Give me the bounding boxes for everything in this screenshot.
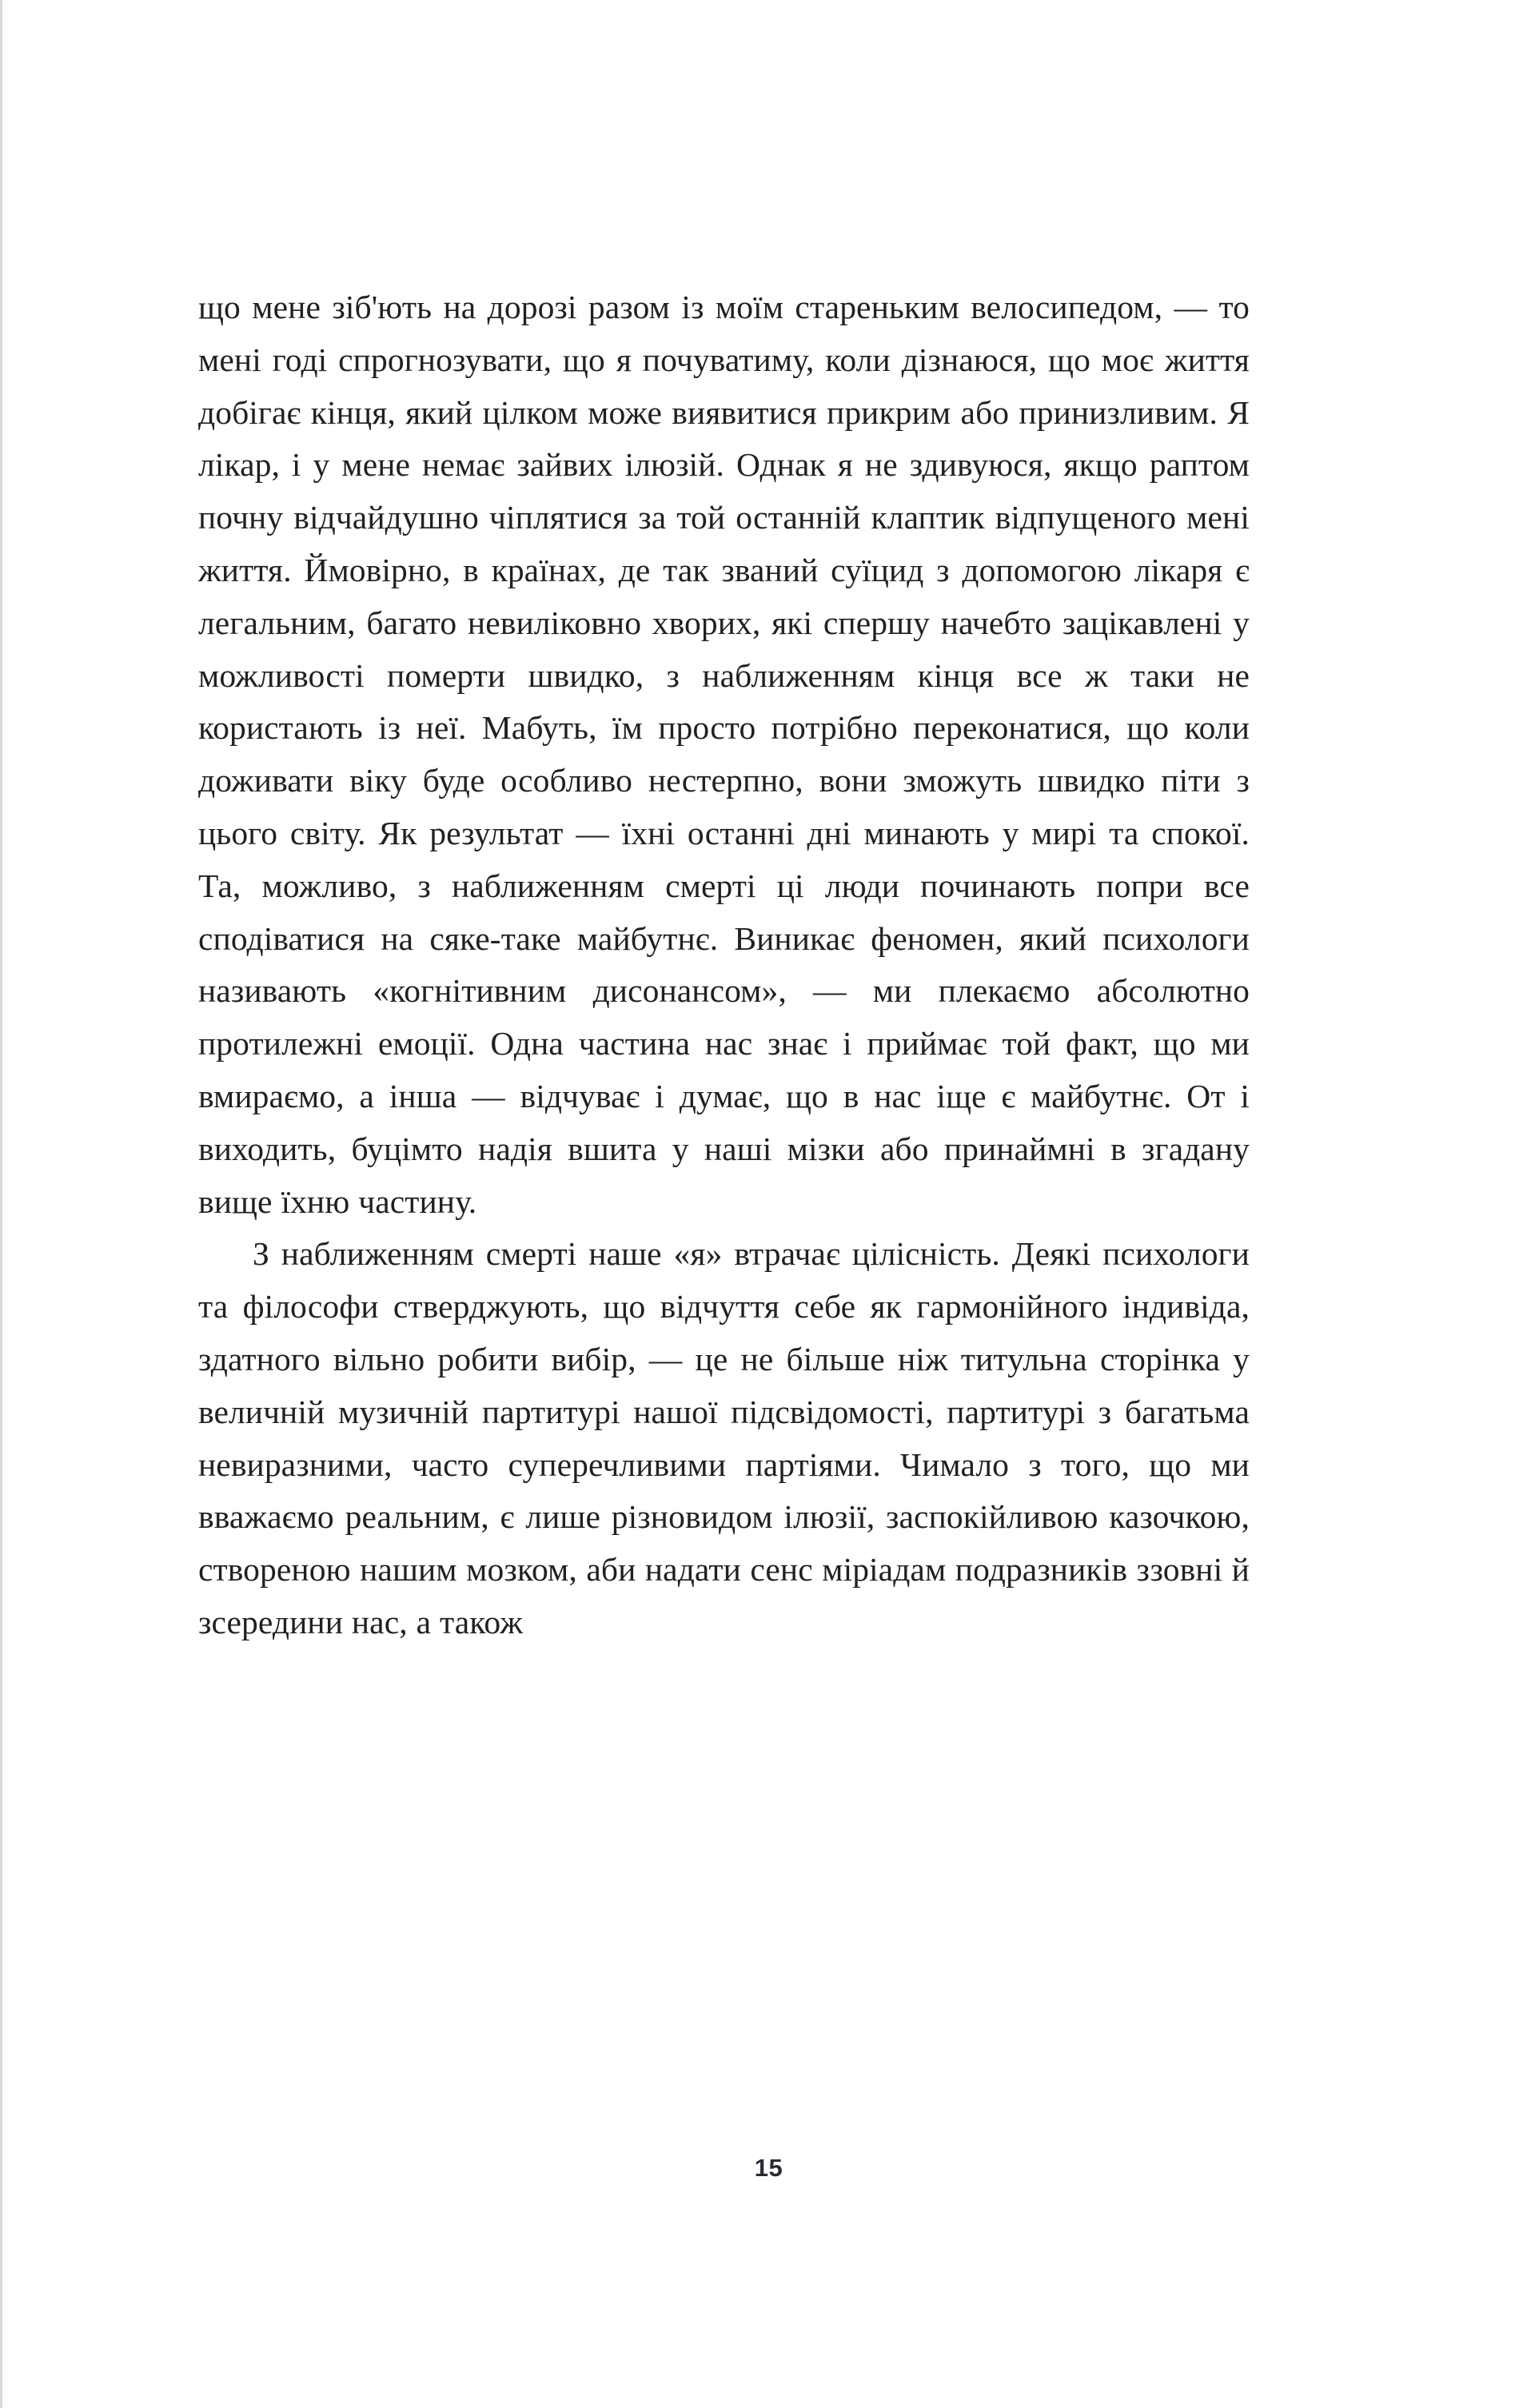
paragraph-1: що мене зіб'ють на дорозі разом із моїм стареньким велосипедом, — то мені годі спрогнозувати, що я почуватиму, коли дізнаюся, що моє життя добігає кінця, який цілком може виявитися прикрим або принизливим. Я лікар, і у мене немає зайвих ілюзій. Однак я не здивуюся, якщо раптом почну відчайдушно чіплятися за той останній клаптик відпущеного мені життя. Ймовірно, в країнах, де так званий суїцид з допомогою лікаря є легальним, багато невиліковно хворих, які спершу начебто зацікавлені у можливості померти швидко, з наближенням кінця все ж таки не користають із неї. Мабуть, їм просто потрібно переконатися, що коли доживати віку буде особливо нестерпно, вони зможуть швидко піти з цього світу. Як результат — їхні останні дні минають у мирі та спокої. Та, можливо, з наближенням смерті ці люди починають попри все сподіватися на сяке-таке майбутнє. Виникає феномен, який психологи називають «когнітивним дисонансом», — ми плекаємо абсолютно протилежні емоції. Одна частина нас знає і приймає той факт, що ми вмираємо, а інша — відчуває і думає, що в нас іще є майбутнє. От і виходить, буцімто надія вшита у наші мізки або принаймні в згадану вище їхню частину. [198,289,1250,1220]
page-text-block [198,281,1250,1649]
paragraph-2: З наближенням смерті наше «я» втрачає цілісність. Деякі психологи та філософи стверджують, що відчуття себе як гармонійного індивіда, здатного вільно робити вибір, — це не більше ніж титульна сторінка у величній музичній партитурі нашої підсвідомості, партитурі з багатьма невиразними, часто суперечливими партіями. Чимало з того, що ми вважаємо реальним, є лише різновидом ілюзії, заспокійливою казочкою, створеною нашим мозком, аби надати сенс міріадам подразників ззовні й зсередини нас, а також [198,1235,1250,1641]
page-number-folio: 15 [754,2154,783,2182]
